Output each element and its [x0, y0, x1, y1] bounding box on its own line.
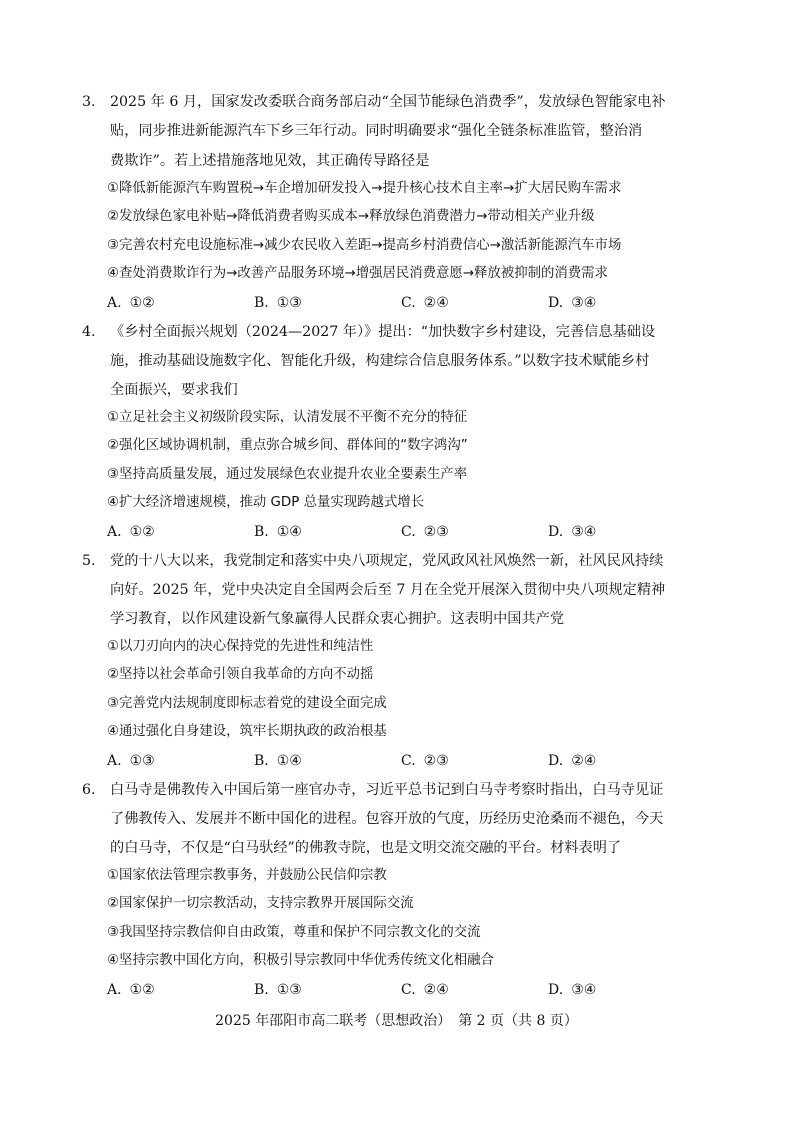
question-6-line-1: [82, 780, 722, 800]
choice-b[interactable]: B. ①③: [254, 295, 302, 311]
question-6-line-2: 了佛教传入、发展并不断中国化的进程。包容开放的气度，历经历史沧桑而不褪色，今天: [110, 811, 664, 827]
question-5-line-1: [82, 551, 722, 571]
question-number: 6.: [82, 782, 96, 798]
page-footer: 2025 年邵阳市高二联考（思想政治） 第 2 页（共 8 页）: [215, 1013, 578, 1029]
choice-a[interactable]: A. ①③: [107, 753, 155, 769]
choice-c[interactable]: C. ②③: [401, 524, 449, 540]
question-5-line-2: 向好。2025 年，党中央决定自全国两会后至 7 月在全党开展深入贯彻中央八项规定精神: [110, 582, 666, 598]
question-3-line-1: [82, 92, 722, 112]
choice-c[interactable]: C. ②③: [401, 753, 449, 769]
question-5-option-3: ③完善党内法规制度即标志着党的建设全面完成: [107, 696, 387, 711]
question-4-option-1: ①立足社会主义初级阶段实际，认清发展不平衡不充分的特征: [107, 410, 468, 425]
question-3-option-1: ①降低新能源汽车购置税→车企增加研发投入→提升核心技术自主率→扩大居民购车需求: [107, 181, 622, 196]
choice-c[interactable]: C. ②④: [401, 295, 449, 311]
question-6-option-1: ①国家依法管理宗教事务，并鼓励公民信仰宗教: [107, 868, 387, 883]
choice-b[interactable]: B. ①④: [254, 753, 302, 769]
question-3-option-4: ④查处消费欺诈行为→改善产品服务环境→增强居民消费意愿→释放被抑制的消费需求: [107, 266, 608, 281]
question-4-option-3: ③坚持高质量发展，通过发展绿色农业提升农业全要素生产率: [107, 467, 468, 482]
choice-d[interactable]: D. ③④: [548, 295, 597, 311]
question-5-option-1: ①以刀刃向内的决心保持党的先进性和纯洁性: [107, 639, 374, 654]
question-3-option-3: ③完善农村充电设施标准→减少农民收入差距→提高乡村消费信心→激活新能源汽车市场: [107, 238, 622, 253]
question-4-line-1: [82, 322, 722, 342]
question-number: 3.: [82, 94, 96, 110]
question-6-option-3: ③我国坚持宗教信仰自由政策，尊重和保护不同宗教文化的交流: [107, 925, 481, 940]
choice-c[interactable]: C. ②④: [401, 982, 449, 998]
question-number: 4.: [82, 324, 96, 340]
question-3-line-2: 贴，同步推进新能源汽车下乡三年行动。同时明确要求“强化全链条标准监管，整治消: [110, 123, 643, 139]
choice-d[interactable]: D. ③④: [548, 524, 597, 540]
question-4-option-4: ④扩大经济增速规模，推动 GDP 总量实现跨越式增长: [107, 495, 425, 510]
choice-b[interactable]: B. ①④: [254, 524, 302, 540]
question-6-line-3: 的白马寺，不仅是“白马驮经”的佛教寺院，也是文明交流交融的平台。材料表明了: [110, 840, 622, 856]
question-5-line-3: 学习教育，以作风建设新气象赢得人民群众衷心拥护。这表明中国共产党: [110, 611, 565, 627]
question-4-line-3: 全面振兴，要求我们: [110, 382, 238, 398]
choice-a[interactable]: A. ①②: [107, 982, 155, 998]
question-text: 白马寺是佛教传入中国后第一座官办寺，习近平总书记到白马寺考察时指出，白马寺见证: [110, 782, 664, 798]
question-4-option-2: ②强化区域协调机制，重点弥合城乡间、群体间的“数字鸿沟”: [107, 438, 468, 453]
question-4-choices: [107, 522, 627, 542]
question-3-choices: [107, 293, 627, 313]
question-text: 《乡村全面振兴规划（2024—2027 年）》提出：“加快数字乡村建设，完善信息基础设: [110, 324, 656, 340]
question-6-choices: [107, 980, 627, 1000]
question-number: 5.: [82, 553, 96, 569]
choice-b[interactable]: B. ①③: [254, 982, 302, 998]
question-5-option-4: ④通过强化自身建设，筑牢长期执政的政治根基: [107, 724, 387, 739]
choice-d[interactable]: D. ③④: [548, 982, 597, 998]
choice-a[interactable]: A. ①②: [107, 524, 155, 540]
question-6-option-4: ④坚持宗教中国化方向，积极引导宗教同中华优秀传统文化相融合: [107, 953, 494, 968]
choice-a[interactable]: A. ①②: [107, 295, 155, 311]
question-3-line-3: 费欺诈”。若上述措施落地见效，其正确传导路径是: [110, 153, 430, 169]
question-text: 党的十八大以来，我党制定和落实中央八项规定，党风政风社风焕然一新，社风民风持续: [110, 553, 664, 569]
question-6-option-2: ②国家保护一切宗教活动，支持宗教界开展国际交流: [107, 896, 414, 911]
question-3-option-2: ②发放绿色家电补贴→降低消费者购买成本→释放绿色消费潜力→带动相关产业升级: [107, 209, 595, 224]
choice-d[interactable]: D. ②④: [548, 753, 597, 769]
question-text: 2025 年 6 月，国家发改委联合商务部启动“全国节能绿色消费季”，发放绿色智能家电补: [110, 94, 666, 110]
question-5-choices: [107, 751, 627, 771]
question-5-option-2: ②坚持以社会革命引领自我革命的方向不动摇: [107, 667, 374, 682]
question-4-line-2: 施，推动基础设施数字化、智能化升级，构建综合信息服务体系。”以数字技术赋能乡村: [110, 353, 650, 369]
